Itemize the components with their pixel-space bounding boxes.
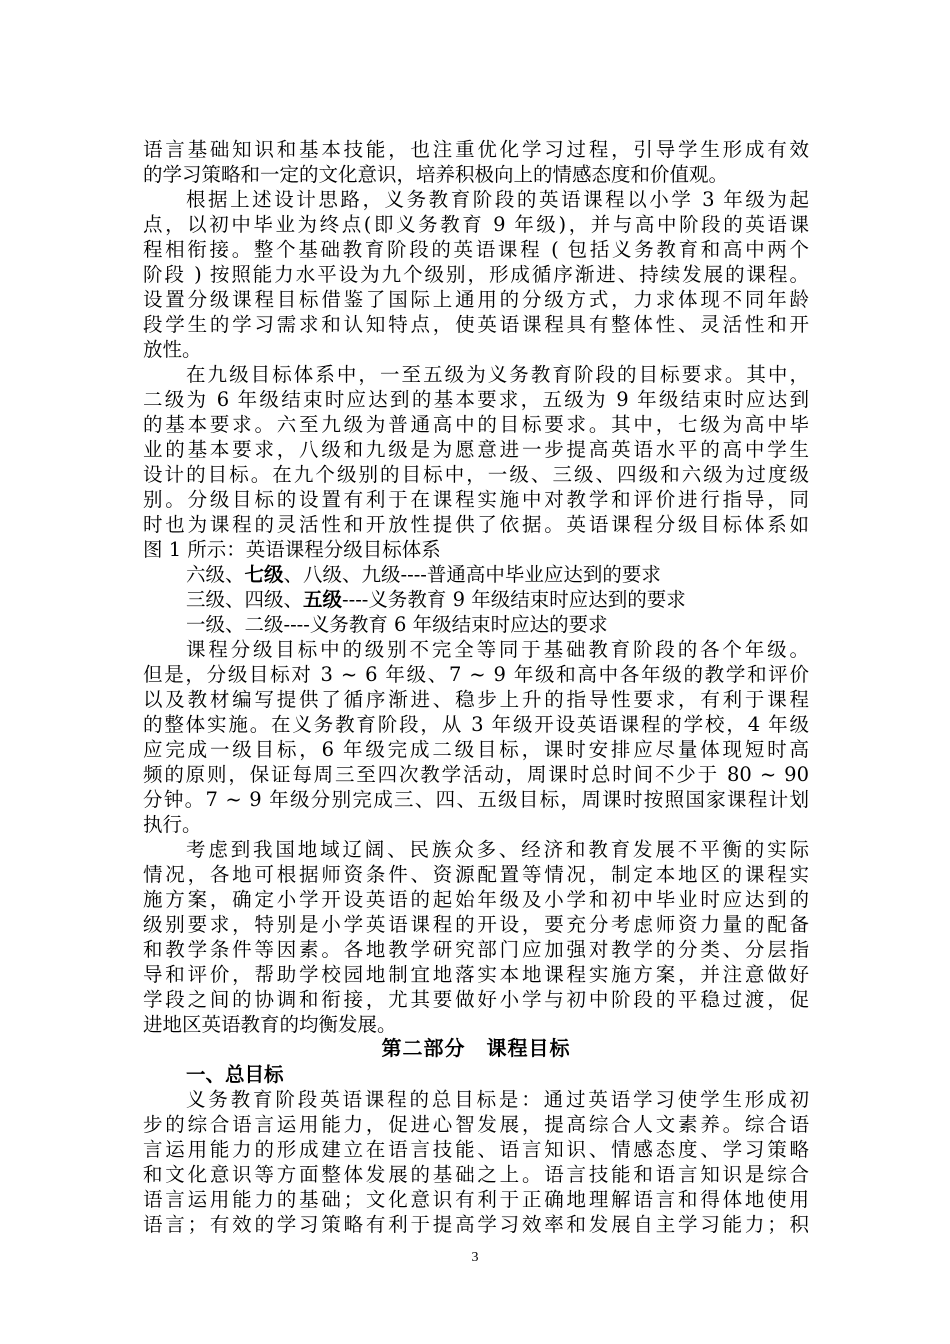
text-line: 言运用能力的形成建立在语言技能、语言知识、情感态度、学习策略 xyxy=(143,1138,809,1161)
level-emphasis: 五级 xyxy=(303,588,343,611)
subsection-heading: 一、总目标 xyxy=(186,1063,284,1086)
text-line: 图 1 所示：英语课程分级目标体系 xyxy=(143,538,441,561)
text-line: 频的原则，保证每周三至四次教学活动，周课时总时间不少于 80 ~ 90 xyxy=(143,763,809,786)
text-line: 考虑到我国地域辽阔、民族众多、经济和教育发展不平衡的实际 xyxy=(186,838,809,861)
text-line: 设置分级课程目标借鉴了国际上通用的分级方式，力求体现不同年龄 xyxy=(143,288,809,311)
text-line: 的学习策略和一定的文化意识，培养积极向上的情感态度和价值观。 xyxy=(143,163,729,186)
text-line: 二级为 6 年级结束时应达到的基本要求，五级为 9 年级结束时应达到 xyxy=(143,388,809,411)
text-line: 语言；有效的学习策略有利于提高学习效率和发展自主学习能力；积 xyxy=(143,1213,809,1236)
text-line: 义务教育阶段英语课程的总目标是：通过英语学习使学生形成初 xyxy=(186,1088,809,1111)
text-line: 应完成一级目标，6 年级完成二级目标，课时安排应尽量体现短时高 xyxy=(143,738,809,761)
text-line: 别。分级目标的设置有利于在课程实施中对教学和评价进行指导，同 xyxy=(143,488,809,511)
level-row-grade-6: 一级、二级----义务教育 6 年级结束时应达的要求 xyxy=(186,613,608,636)
text-line: 但是，分级目标对 3 ~ 6 年级、7 ~ 9 年级和高中各年级的教学和评价 xyxy=(143,663,809,686)
text-line: 和文化意识等方面整体发展的基础之上。语言技能和语言知识是综合 xyxy=(143,1163,809,1186)
text-line: 根据上述设计思路，义务教育阶段的英语课程以小学 3 年级为起 xyxy=(186,188,809,211)
text-line: 施方案，确定小学开设英语的起始年级及小学和初中毕业时应达到的 xyxy=(143,888,809,911)
text-line: 级别要求，特别是小学英语课程的开设，要充分考虑师资力量的配备 xyxy=(143,913,809,936)
text-line: 设计的目标。在九个级别的目标中，一级、三级、四级和六级为过度级 xyxy=(143,463,809,486)
text-line: 步的综合语言运用能力，促进心智发展，提高综合人文素养。综合语 xyxy=(143,1113,809,1136)
text-line: 执行。 xyxy=(143,813,202,836)
level-row-prefix: 六级、 xyxy=(186,563,245,586)
text-line: 导和评价，帮助学校园地制宜地落实本地课程实施方案，并注意做好 xyxy=(143,963,809,986)
text-line: 学段之间的协调和衔接，尤其要做好小学与初中阶段的平稳过渡，促 xyxy=(143,988,809,1011)
text-line: 点，以初中毕业为终点(即义务教育 9 年级)，并与高中阶段的英语课 xyxy=(143,213,809,236)
text-line: 段学生的学习需求和认知特点，使英语课程具有整体性、灵活性和开 xyxy=(143,313,809,336)
text-line: 情况，各地可根据师资条件、资源配置等情况，制定本地区的课程实 xyxy=(143,863,809,886)
level-row-grade-9 xyxy=(186,587,809,612)
text-line: 和教学条件等因素。各地教学研究部门应加强对教学的分类、分层指 xyxy=(143,938,809,961)
section-heading: 第二部分 课程目标 xyxy=(381,1036,571,1060)
text-line: 在九级目标体系中，一至五级为义务教育阶段的目标要求。其中， xyxy=(186,363,809,386)
text-line: 以及教材编写提供了循序渐进、稳步上升的指导性要求，有利于课程 xyxy=(143,688,809,711)
level-row-suffix: ----义务教育 9 年级结束时应达到的要求 xyxy=(342,588,686,611)
text-line: 程相衔接。整个基础教育阶段的英语课程 ( 包括义务教育和高中两个 xyxy=(143,238,809,261)
text-line: 进地区英语教育的均衡发展。 xyxy=(143,1013,397,1036)
level-row-suffix: 、八级、九级----普通高中毕业应达到的要求 xyxy=(283,563,661,586)
text-line: 业的基本要求，八级和九级是为愿意进一步提高英语水平的高中学生 xyxy=(143,438,809,461)
text-line: 阶段 ) 按照能力水平设为九个级别，形成循序渐进、持续发展的课程。 xyxy=(143,263,809,286)
level-row-prefix: 三级、四级、 xyxy=(186,588,304,611)
level-row-senior-high xyxy=(186,562,809,587)
text-line: 放性。 xyxy=(143,338,202,361)
text-line: 时也为课程的灵活性和开放性提供了依据。英语课程分级目标体系如 xyxy=(143,513,809,536)
text-line: 语言运用能力的基础；文化意识有利于正确地理解语言和得体地使用 xyxy=(143,1188,809,1211)
level-emphasis: 七级 xyxy=(244,563,284,586)
text-line: 的基本要求。六至九级为普通高中的目标要求。其中，七级为高中毕 xyxy=(143,413,809,436)
text-line: 的整体实施。在义务教育阶段，从 3 年级开设英语课程的学校，4 年级 xyxy=(143,713,809,736)
text-line: 语言基础知识和基本技能，也注重优化学习过程，引导学生形成有效 xyxy=(143,138,809,161)
page-number: 3 xyxy=(471,1250,479,1265)
text-line: 课程分级目标中的级别不完全等同于基础教育阶段的各个年级。 xyxy=(186,638,809,661)
text-line: 分钟。7 ~ 9 年级分别完成三、四、五级目标，周课时按照国家课程计划 xyxy=(143,788,809,811)
